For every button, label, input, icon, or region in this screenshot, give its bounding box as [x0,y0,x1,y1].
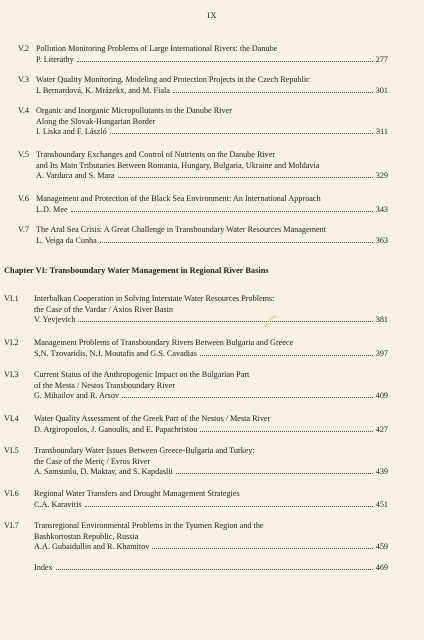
entry-authors: G. Mihailov and R. Arsov [34,391,120,401]
entry-title: Water Quality Monitoring, Modeling and Protection Projects in the Czech Republic [36,75,310,84]
entry-title: The Aral Sea Crisis: A Great Challenge in Transboundary Water Resources Management [36,225,327,234]
entry-title: the Case of the Vardar / Axios River Basin [34,304,174,314]
entry-authors: P. Literathy [36,54,74,64]
entry-page: 427 [375,424,388,434]
entry-authors: D. Argiropoulos, J. Ganoulis, and E. Papachristou [34,424,198,434]
entry-page: 363 [375,235,388,245]
entry-authors: I. Liska and F. László [36,127,107,137]
entry-title: Organic and Inorganic Micropollutants in the Danube River [36,106,232,115]
dot-leader [110,133,373,134]
entry-authors: S.N. Tzovaridis, N.J. Moutafis and G.S. Cavadias [34,348,197,358]
entry-number: V.6 [18,194,29,203]
entry-title: Management and Protection of the Black Sea Environment: An International Approach [36,194,321,203]
entry-number: VI.2 [4,338,19,347]
dot-leader [71,211,373,212]
dot-leader [200,355,373,356]
dot-leader [78,321,372,322]
entry-number: V.5 [18,150,29,159]
entry-page: 277 [375,54,388,64]
entry-page: 329 [375,171,388,181]
entry-page: 459 [375,542,388,552]
entry-title: Pollution Monitoring Problems of Large International Rivers: the Danube [36,44,278,53]
entry-page: 439 [375,467,388,477]
entry-number: VI.3 [4,370,19,379]
entry-authors: L. Veiga da Cunha [36,235,97,245]
entry-title: Management Problems of Transboundary Rivers Between Bulgaria and Greece [34,338,294,347]
dot-leader [77,61,373,62]
dot-leader [122,397,373,398]
dot-leader [56,569,373,570]
entry-authors: L.D. Mee [36,204,68,214]
entry-title: the Case of the Meriç / Evros River [34,456,151,466]
entry-number: V.3 [18,75,29,84]
entry-number: VI.5 [4,446,19,455]
entry-number: V.7 [18,225,29,234]
entry-authors: V. Yevjevich [34,315,76,325]
entry-title: Current Status of the Anthropogenic Impact on the Bulgarian Part [34,370,250,379]
entry-title: Along the Slovak-Hungarian Border [36,116,156,126]
entry-title: of the Mesta / Nestos Transboundary River [34,380,175,390]
entry-title: Bashkortostan Republic, Russia [34,531,139,541]
entry-authors: A. Varduca and S. Mara [36,171,115,181]
index-label: Index [34,563,53,572]
entry-number: VI.7 [4,521,19,530]
entry-page: 311 [376,127,388,137]
entry-title: Transboundary Water Issues Between Greece-Bulgaria and Turkey: [34,446,255,455]
entry-page: 409 [375,391,388,401]
entry-authors: A.A. Gubaidullin and R. Khamitov [34,542,150,552]
entry-authors: A. Samsunlu, D. Maktav, and S. Kapdaslii [34,467,173,477]
entry-number: VI.1 [4,294,19,303]
entry-number: V.2 [18,44,29,53]
entry-page: 397 [375,348,388,358]
dot-leader [200,431,372,432]
entry-number: V.4 [18,106,29,115]
entry-authors: I. Bernardová, K. Mrázekx, and M. Fiala [36,85,170,95]
entry-page: 343 [375,204,388,214]
dot-leader [100,242,373,243]
entry-page: 451 [375,499,388,509]
page-number: IX [207,10,217,20]
dot-leader [173,92,373,93]
entry-page: 381 [375,315,388,325]
entry-title: Transboundary Exchanges and Control of Nutrients on the Danube River [36,150,276,159]
dot-leader [85,506,373,507]
dot-leader [118,177,373,178]
entry-title: and Its Main Tributaries Between Romania, Hungary, Bulgaria, Ukraine and Moldavia [36,160,320,170]
entry-title: Transregional Environmental Problems in the Tyumen Region and the [34,521,264,530]
dot-leader [176,473,373,474]
entry-title: Regional Water Transfers and Drought Management Strategies [34,489,240,498]
entry-title: Water Quality Assessment of the Greek Part of the Nestos / Mesta River [34,414,271,423]
entry-page: 301 [375,85,388,95]
entry-page: 469 [375,563,388,572]
highlighter-mark [263,315,277,329]
entry-number: VI.4 [4,414,19,423]
entry-number: VI.6 [4,489,19,498]
entry-authors: C.A. Karavitis [34,499,82,509]
entry-title: Interbalkan Cooperation in Solving Interstate Water Resources Problems: [34,294,275,303]
chapter-heading: Chapter VI: Transboundary Water Management in Regional River Basins [4,266,269,275]
dot-leader [152,548,372,549]
